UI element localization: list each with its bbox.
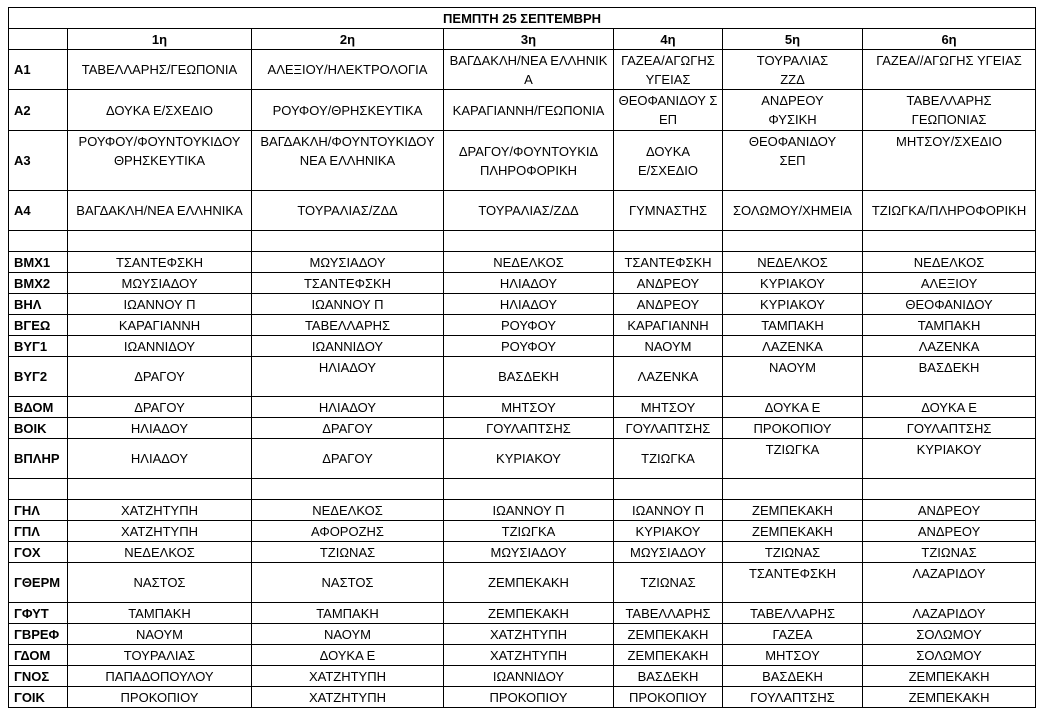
class-label: ΓΟΧ bbox=[9, 542, 68, 563]
schedule-cell: ΖΕΜΠΕΚΑΚΗ bbox=[863, 666, 1036, 687]
schedule-cell: ΚΑΡΑΓΙΑΝΝΗ/ΓΕΩΠΟΝΙΑ bbox=[444, 90, 614, 131]
schedule-cell: ΓΟΥΛΑΠΤΣΗΣ bbox=[863, 418, 1036, 439]
table-row bbox=[9, 624, 1036, 645]
schedule-cell: ΝΕΔΕΛΚΟΣ bbox=[444, 252, 614, 273]
schedule-cell: ΔΡΑΓΟΥ bbox=[252, 418, 444, 439]
schedule-cell: ΤΑΜΠΑΚΗ bbox=[68, 603, 252, 624]
schedule-cell: ΜΩΥΣΙΑΔΟΥ bbox=[68, 273, 252, 294]
schedule-cell: ΖΕΜΠΕΚΑΚΗ bbox=[614, 624, 723, 645]
schedule-cell: ΧΑΤΖΗΤΥΠΗ bbox=[68, 500, 252, 521]
schedule-cell: ΒΑΓΔΑΚΛΗ/ΝΕΑ ΕΛΛΗΝΙΚΑ bbox=[444, 50, 614, 90]
schedule-cell: ΗΛΙΑΔΟΥ bbox=[68, 439, 252, 479]
class-label: ΓΒΡΕΦ bbox=[9, 624, 68, 645]
schedule-cell: ΝΕΔΕΛΚΟΣ bbox=[863, 252, 1036, 273]
schedule-cell: ΖΕΜΠΕΚΑΚΗ bbox=[444, 563, 614, 603]
schedule-cell: ΤΖΙΩΓΚΑ bbox=[444, 521, 614, 542]
class-label: A1 bbox=[9, 50, 68, 90]
empty-cell bbox=[863, 479, 1036, 500]
schedule-cell: ΖΕΜΠΕΚΑΚΗ bbox=[863, 687, 1036, 708]
period-header: 6η bbox=[863, 29, 1036, 50]
schedule-cell: ΛΑΖΕΝΚΑ bbox=[723, 336, 863, 357]
schedule-cell: ΒΑΣΔΕΚΗ bbox=[614, 666, 723, 687]
schedule-cell: ΗΛΙΑΔΟΥ bbox=[68, 418, 252, 439]
empty-cell bbox=[252, 231, 444, 252]
schedule-cell: ΤΑΒΕΛΛΑΡΗΣ bbox=[252, 315, 444, 336]
schedule-cell: ΙΩΑΝΝΟΥ Π bbox=[444, 500, 614, 521]
schedule-cell: ΗΛΙΑΔΟΥ bbox=[444, 273, 614, 294]
schedule-cell: ΓΑΖΕΑ/ΑΓΩΓΗΣ ΥΓΕΙΑΣ bbox=[614, 50, 723, 90]
class-label: ΒΔΟΜ bbox=[9, 397, 68, 418]
schedule-cell: ΓΟΥΛΑΠΤΣΗΣ bbox=[723, 687, 863, 708]
schedule-cell: ΚΥΡΙΑΚΟΥ bbox=[723, 273, 863, 294]
schedule-cell: ΜΩΥΣΙΑΔΟΥ bbox=[444, 542, 614, 563]
schedule-cell: ΚΑΡΑΓΙΑΝΝΗ bbox=[68, 315, 252, 336]
schedule-cell: ΤΖΙΩΓΚΑ/ΠΛΗΡΟΦΟΡΙΚΗ bbox=[863, 191, 1036, 231]
table-row bbox=[9, 90, 1036, 131]
schedule-cell: ΝΑΟΥΜ bbox=[614, 336, 723, 357]
schedule-cell: ΘΕΟΦΑΝΙΔΟΥ ΣΕΠ bbox=[614, 90, 723, 131]
schedule-cell: ΡΟΥΦΟΥ/ΘΡΗΣΚΕΥΤΙΚΑ bbox=[252, 90, 444, 131]
schedule-cell: ΝΑΟΥΜ bbox=[252, 624, 444, 645]
schedule-cell: ΑΝΔΡΕΟΥ bbox=[614, 294, 723, 315]
schedule-cell: ΜΩΥΣΙΑΔΟΥ bbox=[614, 542, 723, 563]
class-label: ΒΥΓ1 bbox=[9, 336, 68, 357]
schedule-cell: ΤΖΙΩΓΚΑ bbox=[723, 439, 863, 479]
schedule-cell: ΜΗΤΣΟΥ bbox=[444, 397, 614, 418]
class-label: A3 bbox=[9, 131, 68, 191]
schedule-cell: ΝΑΟΥΜ bbox=[723, 357, 863, 397]
schedule-cell: ΣΟΛΩΜΟΥ bbox=[863, 645, 1036, 666]
empty-cell bbox=[9, 479, 68, 500]
schedule-cell: ΔΡΑΓΟΥ bbox=[68, 357, 252, 397]
table-row bbox=[9, 357, 1036, 397]
schedule-cell: ΤΖΙΩΝΑΣ bbox=[723, 542, 863, 563]
class-label: ΓΦΥΤ bbox=[9, 603, 68, 624]
table-row bbox=[9, 294, 1036, 315]
class-label: ΓΗΛ bbox=[9, 500, 68, 521]
schedule-cell: ΤΣΑΝΤΕΦΣΚΗ bbox=[68, 252, 252, 273]
class-label: ΒΓΕΩ bbox=[9, 315, 68, 336]
schedule-cell: ΚΥΡΙΑΚΟΥ bbox=[614, 521, 723, 542]
schedule-cell: ΜΗΤΣΟΥ/ΣΧΕΔΙΟ bbox=[863, 131, 1036, 191]
schedule-cell: ΔΟΥΚΑ Ε bbox=[252, 645, 444, 666]
table-row bbox=[9, 397, 1036, 418]
schedule-cell: ΜΗΤΣΟΥ bbox=[723, 645, 863, 666]
schedule-cell: ΤΟΥΡΑΛΙΑΣ ΖΖΔ bbox=[723, 50, 863, 90]
schedule-cell: ΠΡΟΚΟΠΙΟΥ bbox=[723, 418, 863, 439]
class-label: ΓΝΟΣ bbox=[9, 666, 68, 687]
class-label: A4 bbox=[9, 191, 68, 231]
schedule-cell: ΤΑΜΠΑΚΗ bbox=[863, 315, 1036, 336]
period-header-row bbox=[9, 29, 1036, 50]
empty-cell bbox=[68, 479, 252, 500]
schedule-cell: ΤΑΒΕΛΛΑΡΗΣ ΓΕΩΠΟΝΙΑΣ bbox=[863, 90, 1036, 131]
schedule-cell: ΤΖΙΩΓΚΑ bbox=[614, 439, 723, 479]
period-header: 2η bbox=[252, 29, 444, 50]
schedule-cell: ΑΝΔΡΕΟΥ bbox=[863, 500, 1036, 521]
schedule-cell: ΝΕΔΕΛΚΟΣ bbox=[68, 542, 252, 563]
schedule-cell: ΗΛΙΑΔΟΥ bbox=[444, 294, 614, 315]
schedule-cell: ΤΖΙΩΝΑΣ bbox=[863, 542, 1036, 563]
table-row bbox=[9, 645, 1036, 666]
spacer-row bbox=[9, 479, 1036, 500]
table-row bbox=[9, 563, 1036, 603]
schedule-cell: ΒΑΓΔΑΚΛΗ/ΝΕΑ ΕΛΛΗΝΙΚΑ bbox=[68, 191, 252, 231]
class-label: ΒΥΓ2 bbox=[9, 357, 68, 397]
schedule-cell: ΚΑΡΑΓΙΑΝΝΗ bbox=[614, 315, 723, 336]
schedule-cell: ΛΑΖΕΝΚΑ bbox=[614, 357, 723, 397]
table-row bbox=[9, 315, 1036, 336]
schedule-cell: ΖΕΜΠΕΚΑΚΗ bbox=[444, 603, 614, 624]
empty-cell bbox=[863, 231, 1036, 252]
schedule-cell: ΙΩΑΝΝΟΥ Π bbox=[252, 294, 444, 315]
schedule-cell: ΠΡΟΚΟΠΙΟΥ bbox=[68, 687, 252, 708]
schedule-cell: ΛΑΖΕΝΚΑ bbox=[863, 336, 1036, 357]
empty-cell bbox=[252, 479, 444, 500]
schedule-cell: ΡΟΥΦΟΥ bbox=[444, 336, 614, 357]
empty-cell bbox=[614, 231, 723, 252]
schedule-cell: ΛΑΖΑΡΙΔΟΥ bbox=[863, 603, 1036, 624]
schedule-cell: ΧΑΤΖΗΤΥΠΗ bbox=[252, 687, 444, 708]
schedule-cell: ΤΖΙΩΝΑΣ bbox=[614, 563, 723, 603]
schedule-cell: ΚΥΡΙΑΚΟΥ bbox=[863, 439, 1036, 479]
corner-cell bbox=[9, 29, 68, 50]
spacer-row bbox=[9, 231, 1036, 252]
schedule-cell: ΤΑΒΕΛΛΑΡΗΣ bbox=[614, 603, 723, 624]
schedule-cell: ΤΟΥΡΑΛΙΑΣ/ΖΔΔ bbox=[252, 191, 444, 231]
schedule-cell: ΛΑΖΑΡΙΔΟΥ bbox=[863, 563, 1036, 603]
schedule-cell: ΔΟΥΚΑ Ε/ΣΧΕΔΙΟ bbox=[68, 90, 252, 131]
schedule-cell: ΙΩΑΝΝΙΔΟΥ bbox=[252, 336, 444, 357]
schedule-cell: ΤΑΜΠΑΚΗ bbox=[252, 603, 444, 624]
schedule-cell: ΧΑΤΖΗΤΥΠΗ bbox=[252, 666, 444, 687]
schedule-cell: ΝΕΔΕΛΚΟΣ bbox=[723, 252, 863, 273]
empty-cell bbox=[723, 231, 863, 252]
table-row bbox=[9, 191, 1036, 231]
schedule-cell: ΜΗΤΣΟΥ bbox=[614, 397, 723, 418]
schedule-cell: ΤΣΑΝΤΕΦΣΚΗ bbox=[252, 273, 444, 294]
schedule-cell: ΓΟΥΛΑΠΤΣΗΣ bbox=[614, 418, 723, 439]
table-row bbox=[9, 521, 1036, 542]
schedule-cell: ΑΝΔΡΕΟΥ bbox=[614, 273, 723, 294]
table-row bbox=[9, 131, 1036, 191]
schedule-table bbox=[8, 7, 1036, 708]
schedule-cell: ΝΕΔΕΛΚΟΣ bbox=[252, 500, 444, 521]
schedule-cell: ΙΩΑΝΝΙΔΟΥ bbox=[444, 666, 614, 687]
empty-cell bbox=[9, 231, 68, 252]
period-header: 3η bbox=[444, 29, 614, 50]
schedule-cell: ΝΑΣΤΟΣ bbox=[252, 563, 444, 603]
schedule-cell: ΔΟΥΚΑ Ε/ΣΧΕΔΙΟ bbox=[614, 131, 723, 191]
table-row bbox=[9, 666, 1036, 687]
schedule-cell: ΠΑΠΑΔΟΠΟΥΛΟΥ bbox=[68, 666, 252, 687]
empty-cell bbox=[444, 231, 614, 252]
schedule-cell: ΧΑΤΖΗΤΥΠΗ bbox=[444, 624, 614, 645]
empty-cell bbox=[68, 231, 252, 252]
schedule-cell: ΓΟΥΛΑΠΤΣΗΣ bbox=[444, 418, 614, 439]
schedule-cell: ΙΩΑΝΝΙΔΟΥ bbox=[68, 336, 252, 357]
schedule-cell: ΤΑΒΕΛΛΑΡΗΣ/ΓΕΩΠΟΝΙΑ bbox=[68, 50, 252, 90]
period-header: 4η bbox=[614, 29, 723, 50]
schedule-cell: ΣΟΛΩΜΟΥ bbox=[863, 624, 1036, 645]
schedule-cell: ΤΣΑΝΤΕΦΣΚΗ bbox=[614, 252, 723, 273]
schedule-cell: ΖΕΜΠΕΚΑΚΗ bbox=[723, 500, 863, 521]
class-label: ΒΟΙΚ bbox=[9, 418, 68, 439]
schedule-cell: ΔΟΥΚΑ Ε bbox=[723, 397, 863, 418]
schedule-cell: ΖΕΜΠΕΚΑΚΗ bbox=[723, 521, 863, 542]
period-header: 5η bbox=[723, 29, 863, 50]
schedule-cell: ΒΑΣΔΕΚΗ bbox=[863, 357, 1036, 397]
table-row bbox=[9, 273, 1036, 294]
schedule-cell: ΖΕΜΠΕΚΑΚΗ bbox=[614, 645, 723, 666]
class-label: ΓΟΙΚ bbox=[9, 687, 68, 708]
class-label: ΓΔΟΜ bbox=[9, 645, 68, 666]
schedule-cell: ΤΟΥΡΑΛΙΑΣ/ΖΔΔ bbox=[444, 191, 614, 231]
schedule-cell: ΑΛΕΞΙΟΥ bbox=[863, 273, 1036, 294]
schedule-cell: ΔΡΑΓΟΥ/ΦΟΥΝΤΟΥΚΙΔ ΠΛΗΡΟΦΟΡΙΚΗ bbox=[444, 131, 614, 191]
schedule-cell: ΝΑΣΤΟΣ bbox=[68, 563, 252, 603]
schedule-cell: ΑΛΕΞΙΟΥ/ΗΛΕΚΤΡΟΛΟΓΙΑ bbox=[252, 50, 444, 90]
table-row bbox=[9, 252, 1036, 273]
schedule-cell: ΘΕΟΦΑΝΙΔΟΥ bbox=[863, 294, 1036, 315]
table-row bbox=[9, 336, 1036, 357]
schedule-cell: ΔΡΑΓΟΥ bbox=[252, 439, 444, 479]
class-label: ΒΗΛ bbox=[9, 294, 68, 315]
schedule-cell: ΜΩΥΣΙΑΔΟΥ bbox=[252, 252, 444, 273]
class-label: ΓΠΛ bbox=[9, 521, 68, 542]
class-label: ΓΘΕΡΜ bbox=[9, 563, 68, 603]
table-row bbox=[9, 500, 1036, 521]
schedule-cell: ΑΝΔΡΕΟΥ bbox=[863, 521, 1036, 542]
table-row bbox=[9, 439, 1036, 479]
schedule-cell: ΡΟΥΦΟΥ bbox=[444, 315, 614, 336]
schedule-cell: ΤΖΙΩΝΑΣ bbox=[252, 542, 444, 563]
schedule-cell: ΓΑΖΕΑ bbox=[723, 624, 863, 645]
table-row bbox=[9, 603, 1036, 624]
schedule-cell: ΤΣΑΝΤΕΦΣΚΗ bbox=[723, 563, 863, 603]
schedule-cell: ΒΑΓΔΑΚΛΗ/ΦΟΥΝΤΟΥΚΙΔΟΥ ΝΕΑ ΕΛΛΗΝΙΚΑ bbox=[252, 131, 444, 191]
schedule-cell: ΔΡΑΓΟΥ bbox=[68, 397, 252, 418]
schedule-cell: ΔΟΥΚΑ Ε bbox=[863, 397, 1036, 418]
schedule-cell: ΚΥΡΙΑΚΟΥ bbox=[723, 294, 863, 315]
empty-cell bbox=[614, 479, 723, 500]
schedule-cell: ΑΦΟΡΟΖΗΣ bbox=[252, 521, 444, 542]
schedule-cell: ΝΑΟΥΜ bbox=[68, 624, 252, 645]
schedule-cell: ΣΟΛΩΜΟΥ/ΧΗΜΕΙΑ bbox=[723, 191, 863, 231]
schedule-cell: ΓΥΜΝΑΣΤΗΣ bbox=[614, 191, 723, 231]
schedule-cell: ΒΑΣΔΕΚΗ bbox=[723, 666, 863, 687]
class-label: A2 bbox=[9, 90, 68, 131]
empty-cell bbox=[444, 479, 614, 500]
table-row bbox=[9, 687, 1036, 708]
schedule-cell: ΚΥΡΙΑΚΟΥ bbox=[444, 439, 614, 479]
schedule-cell: ΡΟΥΦΟΥ/ΦΟΥΝΤΟΥΚΙΔΟΥ ΘΡΗΣΚΕΥΤΙΚΑ bbox=[68, 131, 252, 191]
schedule-cell: ΙΩΑΝΝΟΥ Π bbox=[614, 500, 723, 521]
schedule-cell: ΤΑΜΠΑΚΗ bbox=[723, 315, 863, 336]
schedule-cell: ΙΩΑΝΝΟΥ Π bbox=[68, 294, 252, 315]
schedule-cell: ΠΡΟΚΟΠΙΟΥ bbox=[444, 687, 614, 708]
schedule-cell: ΗΛΙΑΔΟΥ bbox=[252, 397, 444, 418]
title-row bbox=[9, 8, 1036, 29]
schedule-cell: ΓΑΖΕΑ//ΑΓΩΓΗΣ ΥΓΕΙΑΣ bbox=[863, 50, 1036, 90]
schedule-title: ΠΕΜΠΤΗ 25 ΣΕΠΤΕΜΒΡΗ bbox=[9, 8, 1036, 29]
table-row bbox=[9, 418, 1036, 439]
class-label: ΒΠΛΗΡ bbox=[9, 439, 68, 479]
schedule-cell: ΤΟΥΡΑΛΙΑΣ bbox=[68, 645, 252, 666]
class-label: ΒΜΧ1 bbox=[9, 252, 68, 273]
schedule-cell: ΒΑΣΔΕΚΗ bbox=[444, 357, 614, 397]
schedule-cell: ΧΑΤΖΗΤΥΠΗ bbox=[444, 645, 614, 666]
class-label: ΒΜΧ2 bbox=[9, 273, 68, 294]
schedule-cell: ΠΡΟΚΟΠΙΟΥ bbox=[614, 687, 723, 708]
schedule-cell: ΗΛΙΑΔΟΥ bbox=[252, 357, 444, 397]
period-header: 1η bbox=[68, 29, 252, 50]
table-row bbox=[9, 50, 1036, 90]
schedule-cell: ΧΑΤΖΗΤΥΠΗ bbox=[68, 521, 252, 542]
empty-cell bbox=[723, 479, 863, 500]
schedule-cell: ΤΑΒΕΛΛΑΡΗΣ bbox=[723, 603, 863, 624]
schedule-cell: ΘΕΟΦΑΝΙΔΟΥ ΣΕΠ bbox=[723, 131, 863, 191]
table-row bbox=[9, 542, 1036, 563]
schedule-cell: ΑΝΔΡΕΟΥ ΦΥΣΙΚΗ bbox=[723, 90, 863, 131]
